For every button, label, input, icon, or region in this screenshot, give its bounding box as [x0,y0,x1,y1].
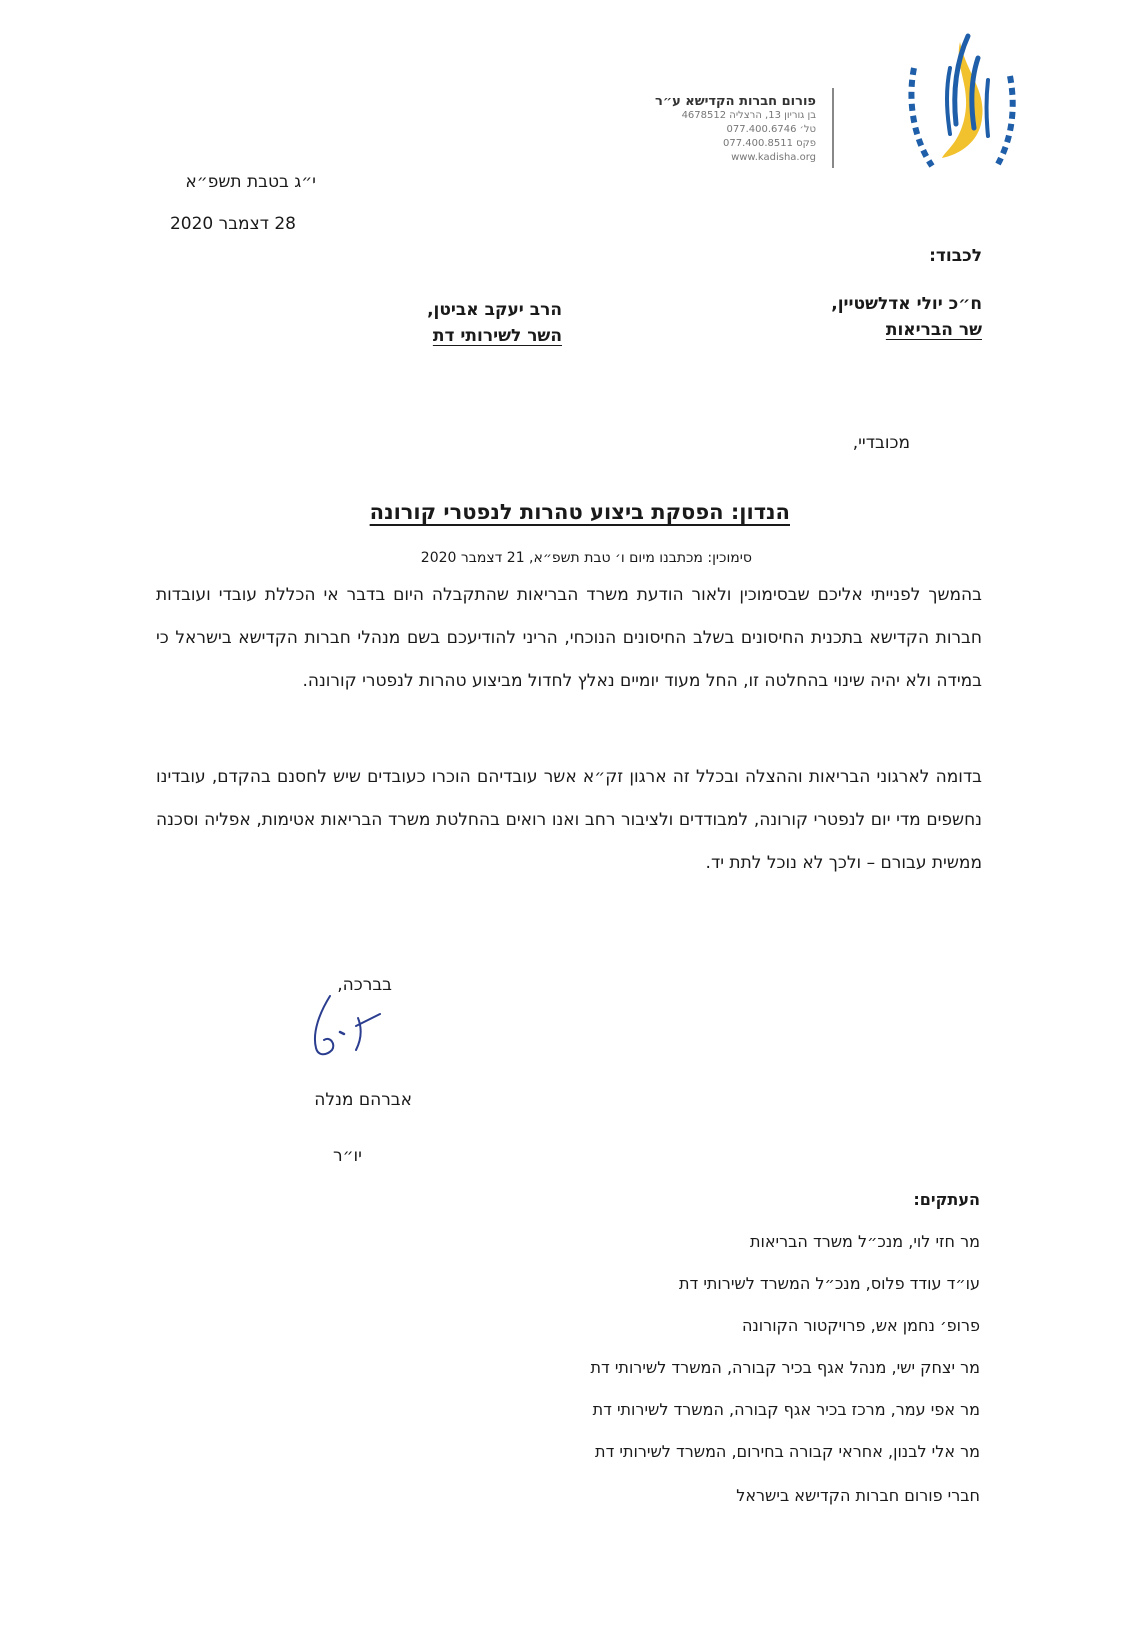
signer-name: אברהם מנלה [314,1090,412,1110]
cc-item: מר חזי לוי, מנכ״ל משרד הבריאות [749,1232,980,1251]
letter-subject: הנדון: הפסקת ביצוע טהרות לנפטרי קורונה [369,500,790,524]
header-divider [832,88,834,168]
hebrew-date: י״ג בטבת תשפ״א [185,172,316,192]
recipient-health-minister-name: ח״כ יולי אדלשטיין, [831,294,982,314]
recipient-religious-minister-name: הרב יעקב אביטן, [427,300,562,320]
cc-item: פרופ׳ נחמן אש, פרויקטור הקורונה [741,1316,980,1335]
org-phone: טל׳ 077.400.6746 [726,124,816,135]
cc-item: מר אפי עמר, מרכז בכיר אגף קבורה, המשרד לשירותי דת [592,1400,980,1419]
recipient-religious-minister-title: השר לשירותי דת [432,326,562,346]
to-label: לכבוד: [929,246,982,266]
cc-item: מר אלי לבנון, אחראי קבורה בחירום, המשרד לשירותי דת [595,1442,980,1461]
cc-item: חברי פורום חברות הקדישא בישראל [736,1486,980,1505]
logo-lettering [911,68,1012,166]
letterhead-contact [616,94,816,165]
cc-item: עו״ד עודד פלוס, מנכ״ל המשרד לשירותי דת [679,1274,980,1293]
cc-label: העתקים: [913,1190,980,1209]
org-address: בן גוריון 13, הרצליה 4678512 [681,110,816,121]
handwritten-signature [300,992,390,1064]
gregorian-date: 28 דצמבר 2020 [169,214,296,234]
organization-logo [902,28,1022,178]
org-fax: פקס 077.400.8511 [723,138,816,149]
org-name: פורום חברות הקדישא ע״ר [655,94,816,109]
recipient-health-minister-title: שר הבריאות [885,320,982,340]
greeting: מכובדיי, [852,433,910,453]
org-website: www.kadisha.org [731,152,816,163]
cc-item: מר יצחק ישי, מנהל אגף בכיר קבורה, המשרד לשירותי דת [590,1358,980,1377]
body-paragraph: בדומה לארגוני הבריאות וההצלה ובכלל זה ארגון זק״א אשר עובדיהם הוכרו כעובדים שיש לחסנם בהקדם, עובדינו נחשפים מדי יום לנפטרי קורונה, למבודדים ולציבור רחב ואנו רואים בהחלטת משרד הבריאות אטימות, אפליה וסכנה ממשית עבורם – ולכך לא נוכל לתת יד. [156,767,982,873]
body-paragraph: בהמשך לפנייתי אליכם שבסימוכין ולאור הודעת משרד הבריאות שהתקבלה היום בדבר אי הכללת עובדי ועובדות חברות הקדישא בתכנית החיסונים בשלב החיסונים הנוכחי, הריני להודיעכם בשם מנהלי חברות הקדישא בישראל כי במידה ולא יהיה שינוי בהחלטה זו, החל מעוד יומיים נאלץ לחדול מביצוע טהרות לנפטרי קורונה. [156,585,982,691]
reference-line: סימוכין: מכתבנו מיום ו׳ טבת תשפ״א, 21 דצמבר 2020 [420,550,752,566]
closing-salutation: בברכה, [337,975,392,995]
flame-logo-icon [942,36,988,158]
signer-title: יו״ר [333,1146,362,1166]
